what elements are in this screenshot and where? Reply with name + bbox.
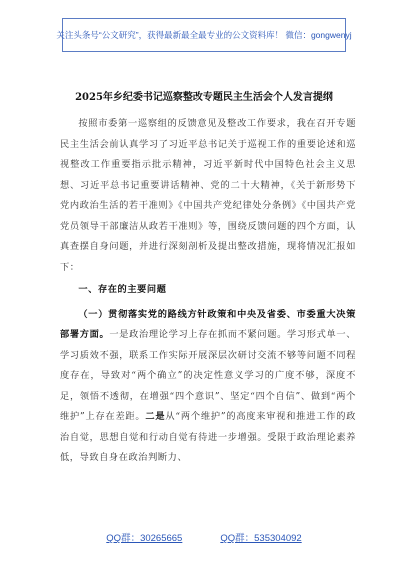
subsection-point-lead: 二是 (145, 411, 166, 422)
document-body (60, 114, 356, 469)
subsection-text-2: 从“两个维护”的高度来审视和推进工作的政治自觉，思想自觉和行动自觉有待进一步增强。受限于政治理论素养低，导致自身在政治判断力、 (60, 411, 356, 463)
promo-banner (56, 18, 352, 52)
section-heading: 一、存在的主要问题 (78, 284, 167, 295)
footer-qq-group-1[interactable]: QQ群：30265665 (106, 533, 183, 544)
intro-paragraph: 按照市委第一巡察组的反馈意见及整改工作要求，我在召开专题民主生活会前认真学习了习近平总书记关于巡视工作的重要论述和巡视整改工作重要指示批示精神，习近平新时代中国特色社会主义思想、习近平总书记重要讲话精神、党的二十大精神，《关于新形势下党内政治生活的若干准则》《中国共产党纪律处分条例》《中国共产党党员领导干部廉洁从政若干准则》等，围绕反馈问题的四个方面，认真查摆自身问题，并进行深刻剖析及提出整改措施，现将情况汇报如下： (60, 118, 356, 273)
footer-qq-group-2[interactable]: QQ群：535304092 (220, 533, 302, 544)
footer (0, 530, 408, 544)
subsection-text: 一是政治理论学习上存在抓而不紧问题。学习形式单一、学习质效不强，联系工作实际开展深层次研讨交流不够等问题不同程度存在，导致对“两个确立”的决定性意义学习的广度不够，深度不足，领悟不透彻，在增强“四个意识”、坚定“四个自信”、做到“两个维护”上存在差距。 (60, 329, 357, 422)
subsection-heading: （一）贯彻落实党的路线方针政策和中央及省委、市委重大决策部署方面。 (60, 308, 356, 340)
promo-banner-text: 关注头条号“公文研究”，获得最新最全最专业的公文资料库！ 微信：gongwenyj (56, 30, 352, 40)
document-title: 2025年乡纪委书记巡察整改专题民主生活会个人发言提纲 (75, 92, 333, 103)
subsection-paragraph (60, 305, 356, 469)
